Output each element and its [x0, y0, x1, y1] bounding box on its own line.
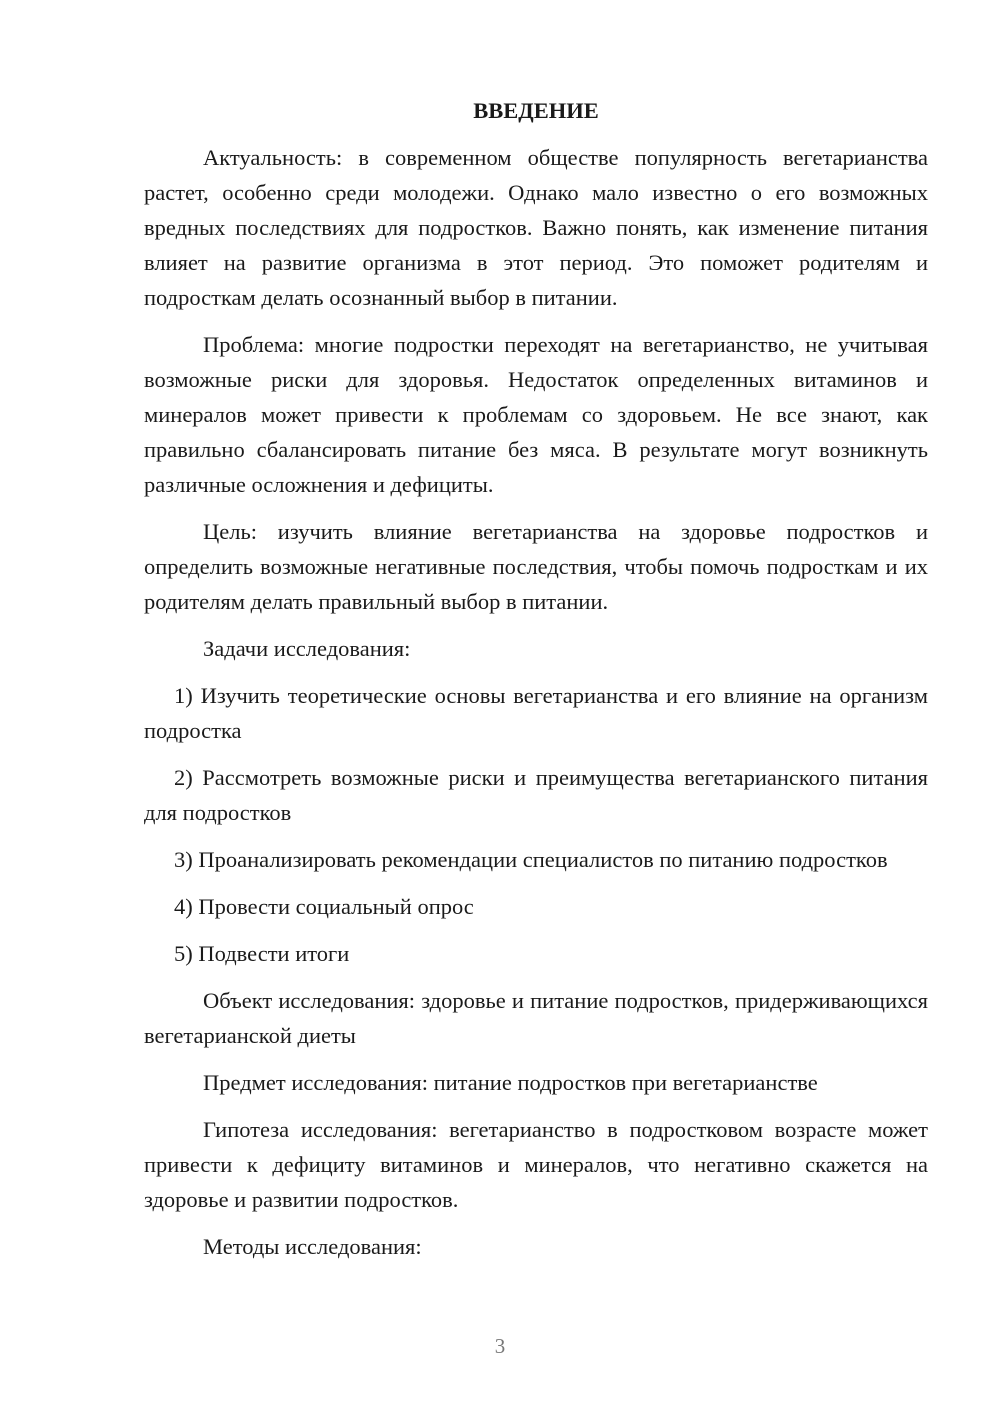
task-item-2: 2) Рассмотреть возможные риски и преимущества вегетарианского питания для подростков: [144, 765, 928, 825]
paragraph-relevance: Актуальность: в современном обществе популярность вегетарианства растет, особенно среди молодежи. Однако мало известно о его возможных вредных последствиях для подростков. Важно понять, как изменение питания влияет на развитие организма в этот период. Это поможет родителям и подросткам делать осознанный выбор в питании.: [144, 145, 928, 310]
page-content: [144, 93, 928, 1276]
page-title: ВВЕДЕНИЕ: [473, 98, 599, 123]
paragraph-tasks-heading: Задачи исследования:: [203, 636, 411, 661]
paragraph-hypothesis: Гипотеза исследования: вегетарианство в подростковом возрасте может привести к дефициту витаминов и минералов, что негативно скажется на здоровье и развитии подростков.: [144, 1117, 928, 1212]
paragraph-methods: Методы исследования:: [203, 1234, 422, 1259]
paragraph-problem: Проблема: многие подростки переходят на вегетарианство, не учитывая возможные риски для здоровья. Недостаток определенных витаминов и минералов может привести к проблемам со здоровьем. Не все знают, как правильно сбалансировать питание без мяса. В результате могут возникнуть различные осложнения и дефициты.: [144, 332, 928, 497]
task-item-5: 5) Подвести итоги: [174, 941, 350, 966]
page-number: 3: [494, 1334, 506, 1358]
task-item-1: 1) Изучить теоретические основы вегетарианства и его влияние на организм подростка: [144, 683, 928, 743]
paragraph-goal: Цель: изучить влияние вегетарианства на здоровье подростков и определить возможные негативные последствия, чтобы помочь подросткам и их родителям делать правильный выбор в питании.: [144, 519, 928, 614]
task-item-4: 4) Провести социальный опрос: [174, 894, 474, 919]
paragraph-subject: Предмет исследования: питание подростков при вегетарианстве: [203, 1070, 818, 1095]
task-item-3: 3) Проанализировать рекомендации специалистов по питанию подростков: [174, 847, 888, 872]
paragraph-object: Объект исследования: здоровье и питание подростков, придерживающихся вегетарианской диеты: [144, 988, 928, 1048]
